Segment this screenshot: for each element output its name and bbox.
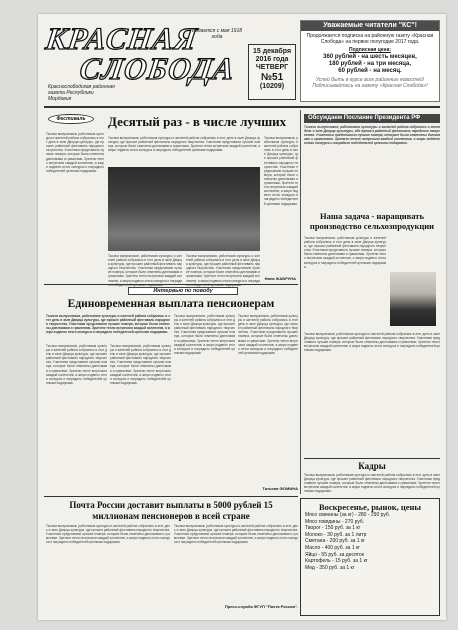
pension-text-col2: Тысячи выпускников, работников культуры и жителей района собрались в этот день в зале Дворца культуры, где прошел районный фестиваль народного творчества. Участники представили лучшие номера, которые были отмечены дипломами и грамотами. Зрители тепло встречали каждый коллектив, а жюри подвело итоги конкурса и наградило победителей ценными подарками. xyxy=(110,344,171,385)
festival-photo xyxy=(108,167,260,251)
masthead-divider xyxy=(44,106,440,108)
market-headline: Воскресенье, рынок, цены xyxy=(318,502,422,512)
festival-text-col2: Тысячи выпускников, работников культуры и жителей района собрались в этот день в зале Дворца культуры, где прошел районный фестиваль народного творчества. Участники представили лучшие номера, которые были отмечены дипломами и грамотами. Зрители тепло встречали каждый коллектив, а жюри подвело итоги конкурса и награди xyxy=(108,254,182,283)
pension-text-col4: Тысячи выпускников, работников культуры и жителей района собрались в этот день в зале Дворца культуры, где прошел районный фестиваль народного творчества. Участники представили лучшие номера, которые были отмечены дипломами и грамотами. Зрители тепло встречали каждый коллектив, а жюри подвело итоги конкурса и наградило победителей ценными подарками. xyxy=(238,314,298,355)
festival-headline: Десятый раз - в числе лучших xyxy=(108,114,287,129)
market-row: Мясо свинины (за кг) - 280 - 290 руб. xyxy=(305,512,391,518)
market-row: Мед - 350 руб. за 1 кг xyxy=(305,564,355,571)
market-row: Масло - 400 руб. за 1 кг xyxy=(305,544,360,551)
market-row: Сметана - 200 руб. за 1 кг xyxy=(305,538,365,545)
issue-number: №51 xyxy=(260,72,284,83)
subscription-cta: Успей быть в курсе всех районных новостей! Подписывайтесь на газету «Красная Слобода»! xyxy=(312,76,428,89)
frames-divider xyxy=(304,458,440,459)
frames-text: Тысячи выпускников, работников культуры и жителей района собрались в этот день в зале Дворца культуры, где прошел районный фестиваль народного творчества. Участники представили лучшие номера, которые были отмечены дипломами и грамотами. Зрители тепло встречали каждый коллектив, а жюри подвело итоги конкурса и наградило победителей ценными подарками. xyxy=(304,473,440,494)
bottom-headline: Почта России доставит выплаты в 5000 рублей 15 миллионам пенсионеров в всей стране xyxy=(69,500,273,521)
issue-date: 15 декабря 2016 года xyxy=(252,48,292,63)
market-row: Молоко - 30 руб. за 1 литр xyxy=(305,531,367,538)
subscription-header: Уважаемые читатели "КС"! xyxy=(301,21,439,31)
pension-kicker: Интервью по поводу xyxy=(128,287,238,295)
market-row: Яйцо - 55 руб. за десяток xyxy=(305,551,364,558)
column-divider xyxy=(300,110,301,494)
message-text-top: Тысячи выпускников, работников культуры и жителей района собрались в этот день в зале Дворца культуры, где прошел районный фестиваль народного творчества. Участники представили лучшие номера, которые были отмечены дипломами и грамотами. Зрители тепло встречали каждый коллектив, а жюри подвело итоги конкурса и наградило победителей ценными подарками. xyxy=(304,236,386,269)
pension-author: Татьяна ФОМИНА xyxy=(262,486,298,491)
masthead-subtitle: Краснослободская районная газета Республики Мордовия xyxy=(48,84,115,102)
price-line: 60 рублей - на месяц. xyxy=(338,67,402,74)
pension-text-col1: Тысячи выпускников, работников культуры и жителей района собрались в этот день в зале Дворца культуры, где прошел районный фестиваль народного творчества. Участники представили лучшие номера, которые были отмечены дипломами и грамотами. Зрители тепло встречали каждый коллектив, а жюри подвело итоги конкурса и наградило победителей ценными подарками. xyxy=(46,344,107,385)
issue-weekday: ЧЕТВЕРГ xyxy=(255,64,289,71)
issue-total: (10209) xyxy=(259,83,285,90)
message-headline: Наша задача - наращивать производство сельхозпродукции xyxy=(309,211,435,231)
message-quote: Тысячи выпускников, работников культуры и жителей района собрались в этот день в зале Дворца культуры, где прошел районный фестиваль народного творчества. Участники представили лучшие номера, которые были отмечены дипломами и грамотами. Зрители тепло встречали каждый коллектив, а жюри подвело итоги конкурса и наградило победителей ценными подарками. xyxy=(304,125,440,146)
festival-text-col4: Тысячи выпускников, работников культуры и жителей района собрались в этот день в зале Дворца культуры, где прошел районный фестиваль народного творчества. Участники представили лучшие номера, которые были отмечены дипломами и грамотами. Зрители тепло встречали каждый коллектив, а жюри подвело итоги конкурса и наградило победителей ценными подарками. xyxy=(264,136,298,206)
newspaper-page xyxy=(38,14,446,620)
festival-text-col3: Тысячи выпускников, работников культуры и жителей района собрались в этот день в зале Дворца культуры, где прошел районный фестиваль народного творчества. Участники представили лучшие номера, которые были отмечены дипломами и грамотами. Зрители тепло встречали каждый коллектив, а жюри подвело итоги конкурса и награди xyxy=(186,254,260,283)
subscription-text: Продолжается подписка на районную газету «Красная Слобода» на первое полугодие 2017 года. xyxy=(306,33,434,46)
bottom-footer: Пресс-служба ФГУП "Почта России". xyxy=(224,604,298,609)
market-row: Мясо говядины - 270 руб. xyxy=(305,518,365,525)
bottom-text-col1: Тысячи выпускников, работников культуры и жителей района собрались в этот день в зале Дворца культуры, где прошел районный фестиваль народного творчества. Участники представили лучшие номера, которые были отмечены дипломами и грамотами. Зрители тепло встречали каждый коллектив, а жюри подвело итоги конкурса и наградило победителей ценными подарками. xyxy=(46,524,170,545)
message-text-bottom: Тысячи выпускников, работников культуры и жителей района собрались в этот день в зале Дворца культуры, где прошел районный фестиваль народного творчества. Участники представили лучшие номера, которые были отмечены дипломами и грамотами. Зрители тепло встречали каждый коллектив, а жюри подвело итоги конкурса и наградило победителей ценными подарками. xyxy=(304,332,440,353)
pension-headline: Единовременная выплата пенсионерам xyxy=(67,298,275,310)
price-line: 360 рублей - на шесть месяцев, xyxy=(323,53,417,60)
market-row: Творог - 150 руб. за 1 кг xyxy=(305,525,361,532)
price-title: Подписная цена: xyxy=(348,47,392,54)
section-divider xyxy=(44,284,298,285)
issue-date-box xyxy=(248,44,296,100)
masthead-title-line1: КРАСНАЯ xyxy=(43,21,200,56)
masthead-since: Издается с мая 1918 года xyxy=(191,28,243,40)
message-section-bar: Обсуждаем Послание Президента РФ xyxy=(304,114,440,123)
festival-tag: Фестиваль xyxy=(48,114,94,124)
masthead-title-line2: СЛОБОДА xyxy=(77,51,238,86)
pension-text-col3: Тысячи выпускников, работников культуры и жителей района собрались в этот день в зале Дворца культуры, где прошел районный фестиваль народного творчества. Участники представили лучшие номера, которые были отмечены дипломами и грамотами. Зрители тепло встречали каждый коллектив, а жюри подвело итоги конкурса и наградило победителей ценными подарками. xyxy=(174,314,235,355)
pension-lead: Тысячи выпускников, работников культуры и жителей района собрались в этот день в зале Дворца культуры, где прошел районный фестиваль народного творчества. Участники представили лучшие номера, которые были отмечены дипломами и грамотами. Зрители тепло встречали каждый коллектив, а жюри подвело итоги конкурса и наградило победителей ценными подарками. xyxy=(46,314,170,335)
frames-headline: Кадры xyxy=(358,461,386,471)
price-line: 180 рублей - на три месяца, xyxy=(328,60,412,67)
festival-text-col1: Тысячи выпускников, работников культуры и жителей района собрались в этот день в зале Дворца культуры, где прошел районный фестиваль народного творчества. Участники представили лучшие номера, которые были отмечены дипломами и грамотами. Зрители тепло встречали каждый коллектив, а жюри подвело итоги конкурса и наградило победителей ценными подарками. xyxy=(46,132,104,173)
subscription-box xyxy=(300,20,440,102)
bottom-text-col2: Тысячи выпускников, работников культуры и жителей района собрались в этот день в зале Дворца культуры, где прошел районный фестиваль народного творчества. Участники представили лучшие номера, которые были отмечены дипломами и грамотами. Зрители тепло встречали каждый коллектив, а жюри подвело итоги конкурса и наградило победителей ценными подарками. xyxy=(174,524,298,545)
festival-author: Нина ЖАБРУНА xyxy=(264,276,296,281)
market-prices-box xyxy=(300,498,440,616)
official-portrait xyxy=(390,272,436,326)
bottom-divider xyxy=(44,496,298,497)
market-row: Картофель - 15 руб. за 1 кг xyxy=(305,558,368,565)
festival-text-top: Тысячи выпускников, работников культуры и жителей района собрались в этот день в зале Дворца культуры, где прошел районный фестиваль народного творчества. Участники представили лучшие номера, которые были отмечены дипломами и грамотами. Зрители тепло встречали каждый коллектив, а жюри подвело итоги конкурса и наградило победителей ценными подарками. xyxy=(108,136,260,153)
